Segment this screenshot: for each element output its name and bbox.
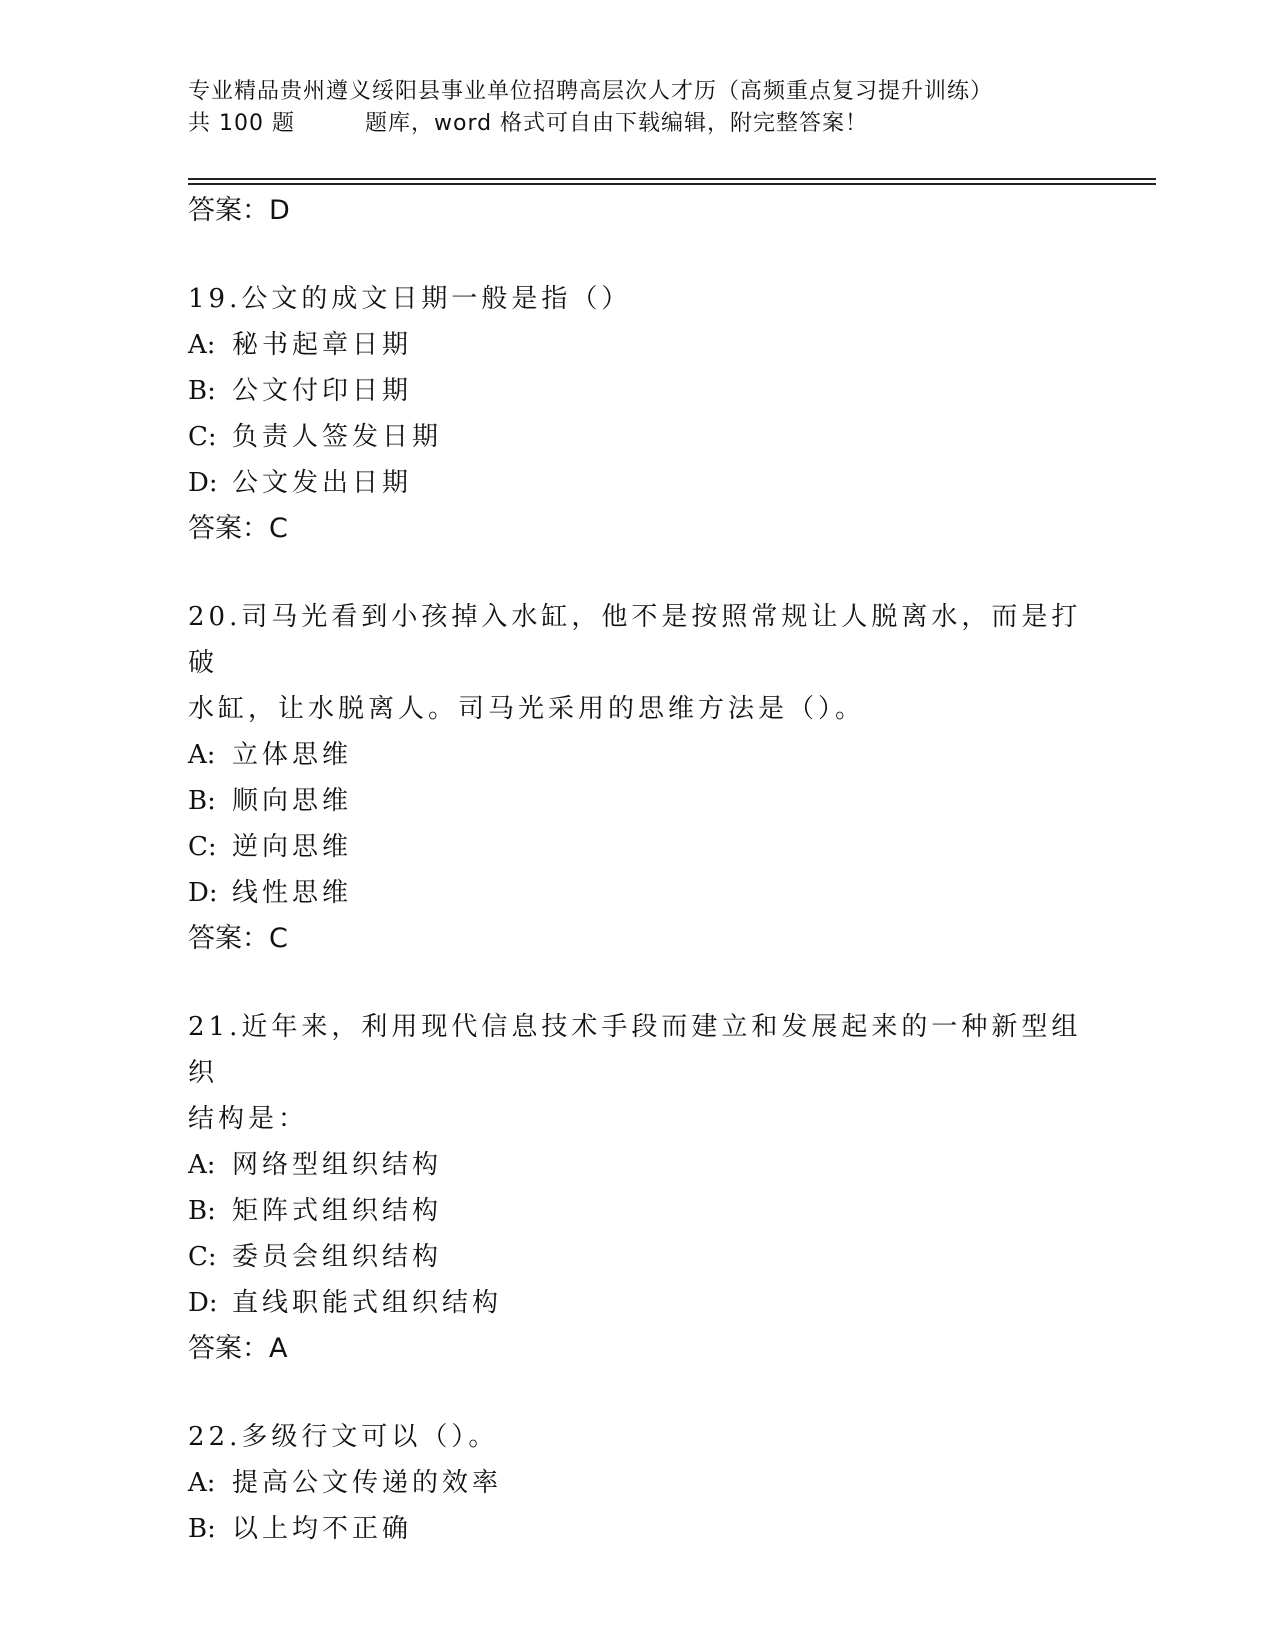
question-20 — [188, 594, 1088, 961]
answer-line: 答案：A — [188, 1333, 288, 1364]
question-stem-line: 20.司马光看到小孩掉入水缸，他不是按照常规让人脱离水，而是打破 — [188, 602, 1082, 678]
header-subtitle-line — [188, 108, 1088, 140]
option-a: A: 提高公文传递的效率 — [188, 1468, 503, 1498]
question-stem-line: 19.公文的成文日期一般是指（） — [188, 284, 632, 314]
question-list — [188, 188, 1088, 1552]
option-c: C: 委员会组织结构 — [188, 1242, 443, 1272]
answer-line: 答案：C — [188, 513, 288, 544]
question-22 — [188, 1414, 1088, 1552]
question-21 — [188, 1004, 1088, 1371]
header-count: 共 100 题 — [188, 111, 295, 136]
question-stem-line: 22.多级行文可以（）。 — [188, 1422, 499, 1452]
header-rule-bottom — [188, 183, 1156, 185]
option-d: D: 公文发出日期 — [188, 468, 413, 498]
question-stem-line: 21.近年来，利用现代信息技术手段而建立和发展起来的一种新型组织 — [188, 1012, 1082, 1088]
option-c: C: 负责人签发日期 — [188, 422, 443, 452]
option-a: A: 秘书起章日期 — [188, 330, 413, 360]
previous-answer: 答案：D — [188, 195, 290, 226]
answer-line: 答案：C — [188, 923, 288, 954]
question-19 — [188, 276, 1088, 551]
option-b: B: 公文付印日期 — [188, 376, 413, 406]
option-a: A: 网络型组织结构 — [188, 1150, 443, 1180]
option-b: B: 顺向思维 — [188, 786, 353, 816]
option-c: C: 逆向思维 — [188, 832, 353, 862]
option-a: A: 立体思维 — [188, 740, 353, 770]
option-d: D: 直线职能式组织结构 — [188, 1288, 503, 1318]
option-b: B: 矩阵式组织结构 — [188, 1196, 443, 1226]
document-header — [188, 76, 1088, 140]
header-title-line: 专业精品贵州遵义绥阳县事业单位招聘高层次人才历（高频重点复习提升训练） — [188, 79, 994, 104]
header-rule-top — [188, 178, 1156, 180]
question-stem-line: 水缸，让水脱离人。司马光采用的思维方法是（）。 — [188, 694, 866, 724]
option-b: B: 以上均不正确 — [188, 1514, 413, 1544]
question-stem-line: 结构是： — [188, 1104, 309, 1134]
header-note: 题库，word 格式可自由下载编辑，附完整答案！ — [364, 111, 869, 136]
option-d: D: 线性思维 — [188, 878, 353, 908]
